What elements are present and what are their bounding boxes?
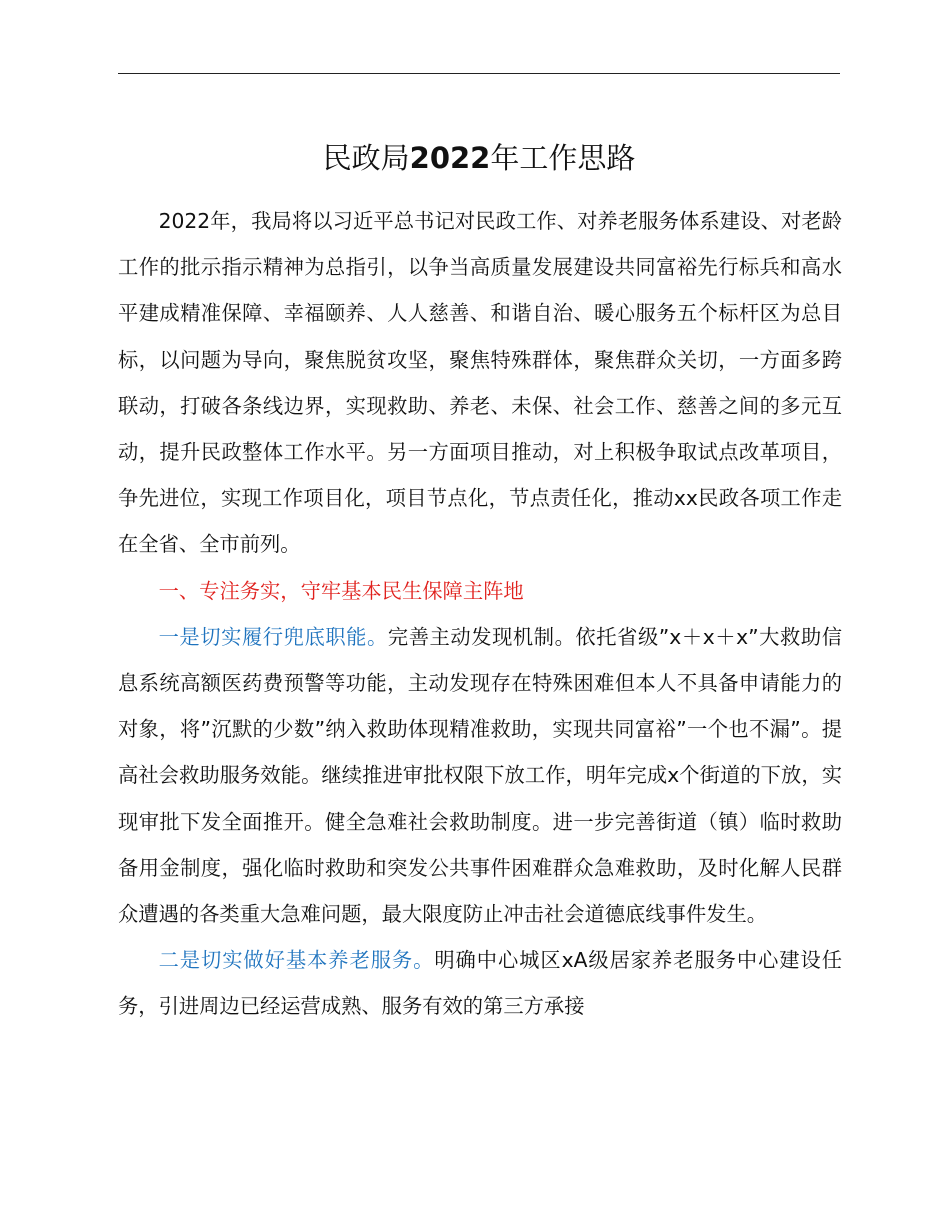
title-suffix: 年工作思路	[490, 141, 636, 175]
page-title	[118, 136, 840, 180]
item-1-paragraph	[118, 614, 842, 937]
item-2-body: 明确中心城区xA级居家养老服务中心建设任务，引进周边已经运营成熟、服务有效的第三方承接	[118, 948, 842, 1019]
item-2-paragraph	[118, 937, 842, 1029]
document-body	[118, 198, 842, 1030]
item-2-lead: 二是切实做好基本养老服务。	[158, 948, 435, 973]
header-rule	[118, 73, 840, 74]
intro-paragraph: 2022年，我局将以习近平总书记对民政工作、对养老服务体系建设、对老龄工作的批示指示精神为总指引，以争当高质量发展建设共同富裕先行标兵和高水平建成精准保障、幸福颐养、人人慈善、和谐自治、暖心服务五个标杆区为总目标，以问题为导向，聚焦脱贫攻坚，聚焦特殊群体，聚焦群众关切，一方面多跨联动，打破各条线边界，实现救助、养老、未保、社会工作、慈善之间的多元互动，提升民政整体工作水平。另一方面项目推动，对上积极争取试点改革项目，争先进位，实现工作项目化，项目节点化，节点责任化，推动xx民政各项工作走在全省、全市前列。	[118, 209, 842, 557]
title-prefix: 民政局	[322, 141, 410, 175]
title-year: 2022	[409, 141, 491, 175]
item-1-body: 完善主动发现机制。依托省级”x＋x＋x”大救助信息系统高额医药费预警等功能，主动发现存在特殊困难但本人不具备申请能力的对象，将”沉默的少数”纳入救助体现精准救助，实现共同富裕”一个也不漏”。提高社会救助服务效能。继续推进审批权限下放工作，明年完成x个街道的下放，实现审批下发全面推开。健全急难社会救助制度。进一步完善街道（镇）临时救助备用金制度，强化临时救助和突发公共事件困难群众急难救助，及时化解人民群众遭遇的各类重大急难问题，最大限度防止冲击社会道德底线事件发生。	[118, 624, 842, 927]
section-heading: 一、专注务实，守牢基本民生保障主阵地	[158, 578, 524, 603]
item-1-lead: 一是切实履行兜底职能。	[158, 624, 388, 649]
